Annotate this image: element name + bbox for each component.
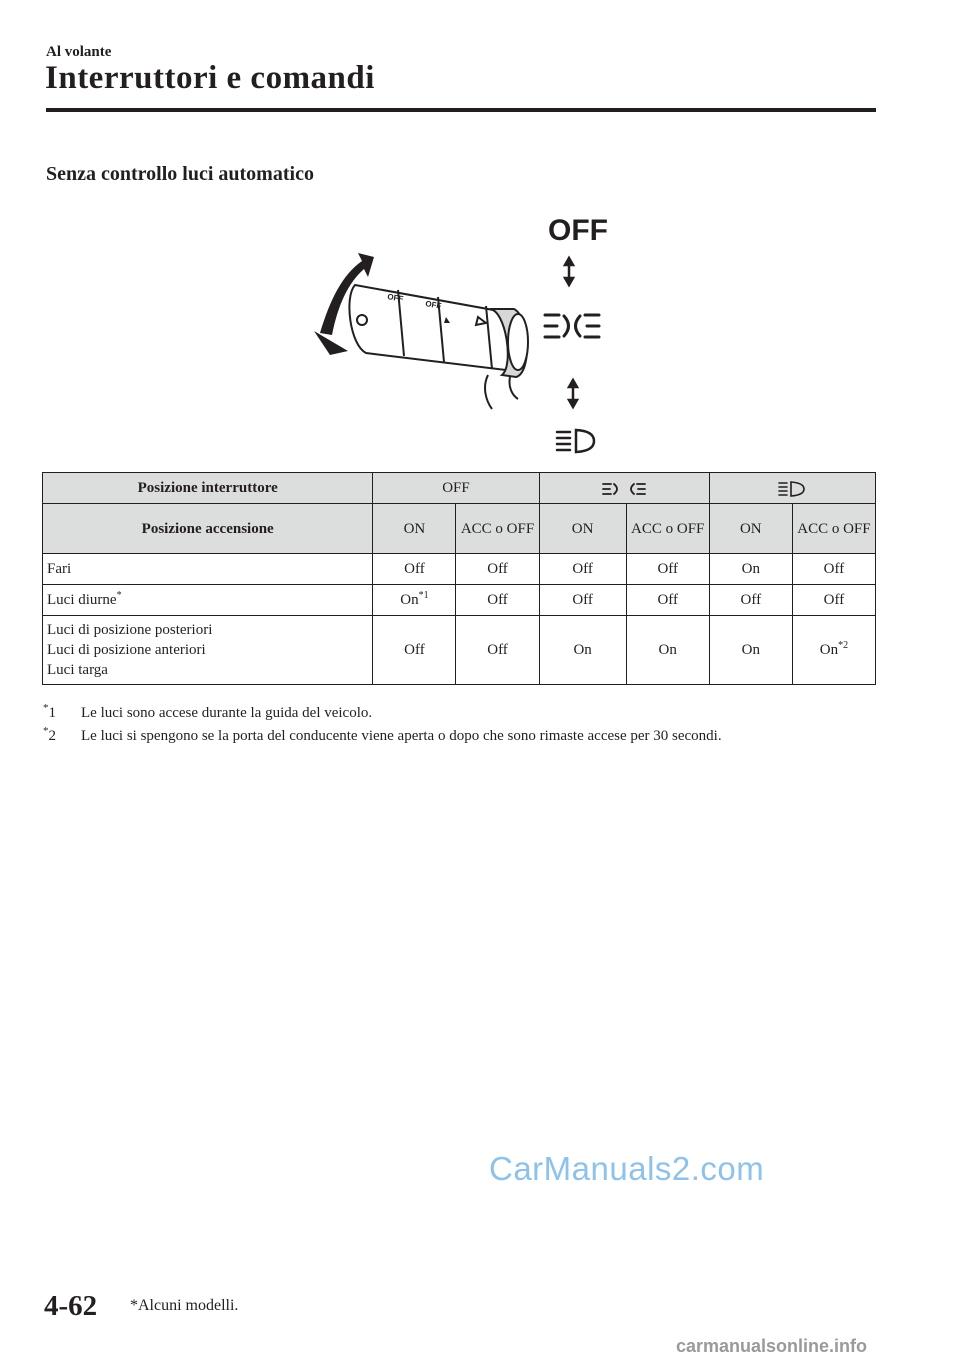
column-header-headlight: [709, 473, 875, 504]
table-cell: [373, 585, 456, 616]
lever-stalk: [349, 285, 528, 409]
title-rule: [46, 108, 876, 112]
page-title: Interruttori e comandi: [45, 60, 375, 96]
table-cell: Off: [456, 554, 539, 585]
row-header-ignition: Posizione accensione: [43, 504, 373, 554]
row-label-line: Luci di posizione anteriori: [47, 642, 206, 658]
cell-text: On: [819, 642, 839, 658]
footnote-number: 1: [48, 705, 56, 721]
table-cell: Off: [539, 585, 626, 616]
table-row: [43, 585, 876, 616]
footnote-mark: *: [116, 590, 122, 601]
section-kicker: Al volante: [46, 44, 112, 60]
site-url: carmanualsonline.info: [676, 1336, 868, 1356]
light-switch-figure: [300, 205, 630, 460]
footnote-star: *: [43, 725, 49, 737]
table-cell: Off: [456, 585, 539, 616]
footnote-number: 2: [48, 728, 56, 744]
footnote-ref: *1: [418, 590, 429, 601]
headlight-icon: [778, 481, 806, 497]
table-header-row: [43, 504, 876, 554]
ignition-cell: ON: [373, 504, 456, 554]
parking-light-icon: [602, 482, 646, 496]
table-cell: Off: [373, 616, 456, 685]
table-cell: On: [709, 554, 792, 585]
column-header-parking: [539, 473, 709, 504]
ignition-cell: ACC o OFF: [456, 504, 539, 554]
row-label: Fari: [43, 554, 373, 585]
footnote-text: Le luci si spengono se la porta del conducente viene aperta o dopo che sono rimaste accese per 30 secondi.: [81, 728, 722, 744]
table-cell: Off: [373, 554, 456, 585]
footnotes: [43, 702, 722, 748]
footer-note: *Alcuni modelli.: [130, 1297, 239, 1314]
footnote-item: [43, 702, 722, 725]
watermark: CarManuals2.com: [489, 1150, 765, 1187]
column-header-off: OFF: [373, 473, 539, 504]
subheading: Senza controllo luci automatico: [46, 163, 314, 185]
cell-text: On: [400, 592, 419, 608]
footnote-item: [43, 725, 722, 748]
table-cell: Off: [626, 554, 709, 585]
parking-light-icon: [545, 315, 599, 337]
stalk-off-label-1: OFF: [386, 292, 404, 304]
table-cell: Off: [709, 585, 792, 616]
table-cell: On: [709, 616, 792, 685]
table-cell: On: [626, 616, 709, 685]
ignition-cell: ON: [539, 504, 626, 554]
table-cell: Off: [626, 585, 709, 616]
table-cell: On: [539, 616, 626, 685]
column-header-switch-position: Posizione interruttore: [43, 473, 373, 504]
table-cell: Off: [792, 585, 875, 616]
footnote-ref: *2: [838, 640, 849, 651]
table-cell: Off: [539, 554, 626, 585]
row-label: [43, 585, 373, 616]
page-number: 4-62: [44, 1290, 98, 1322]
row-label: [43, 616, 373, 685]
row-label-text: Luci diurne: [47, 592, 117, 608]
footnote-marker: [43, 702, 81, 725]
table-cell: Off: [456, 616, 539, 685]
footnote-marker: [43, 725, 81, 748]
footnote-text: Le luci sono accese durante la guida del veicolo.: [81, 705, 373, 721]
light-status-table: [42, 472, 876, 685]
table-row: [43, 616, 876, 685]
ignition-cell: ACC o OFF: [792, 504, 875, 554]
ignition-cell: ON: [709, 504, 792, 554]
ignition-cell: ACC o OFF: [626, 504, 709, 554]
table-cell: Off: [792, 554, 875, 585]
row-label-line: Luci di posizione posteriori: [47, 622, 213, 638]
headlight-icon: [557, 430, 594, 452]
table-cell: [792, 616, 875, 685]
up-down-arrow-icon: [569, 380, 577, 407]
table-row: [43, 554, 876, 585]
stalk-off-label-2: OFF: [424, 299, 442, 311]
off-position-label: OFF: [548, 214, 608, 247]
row-label-line: Luci targa: [47, 662, 108, 678]
footnote-star: *: [43, 702, 49, 714]
up-down-arrow-icon: [565, 258, 573, 285]
table-header-row: [43, 473, 876, 504]
